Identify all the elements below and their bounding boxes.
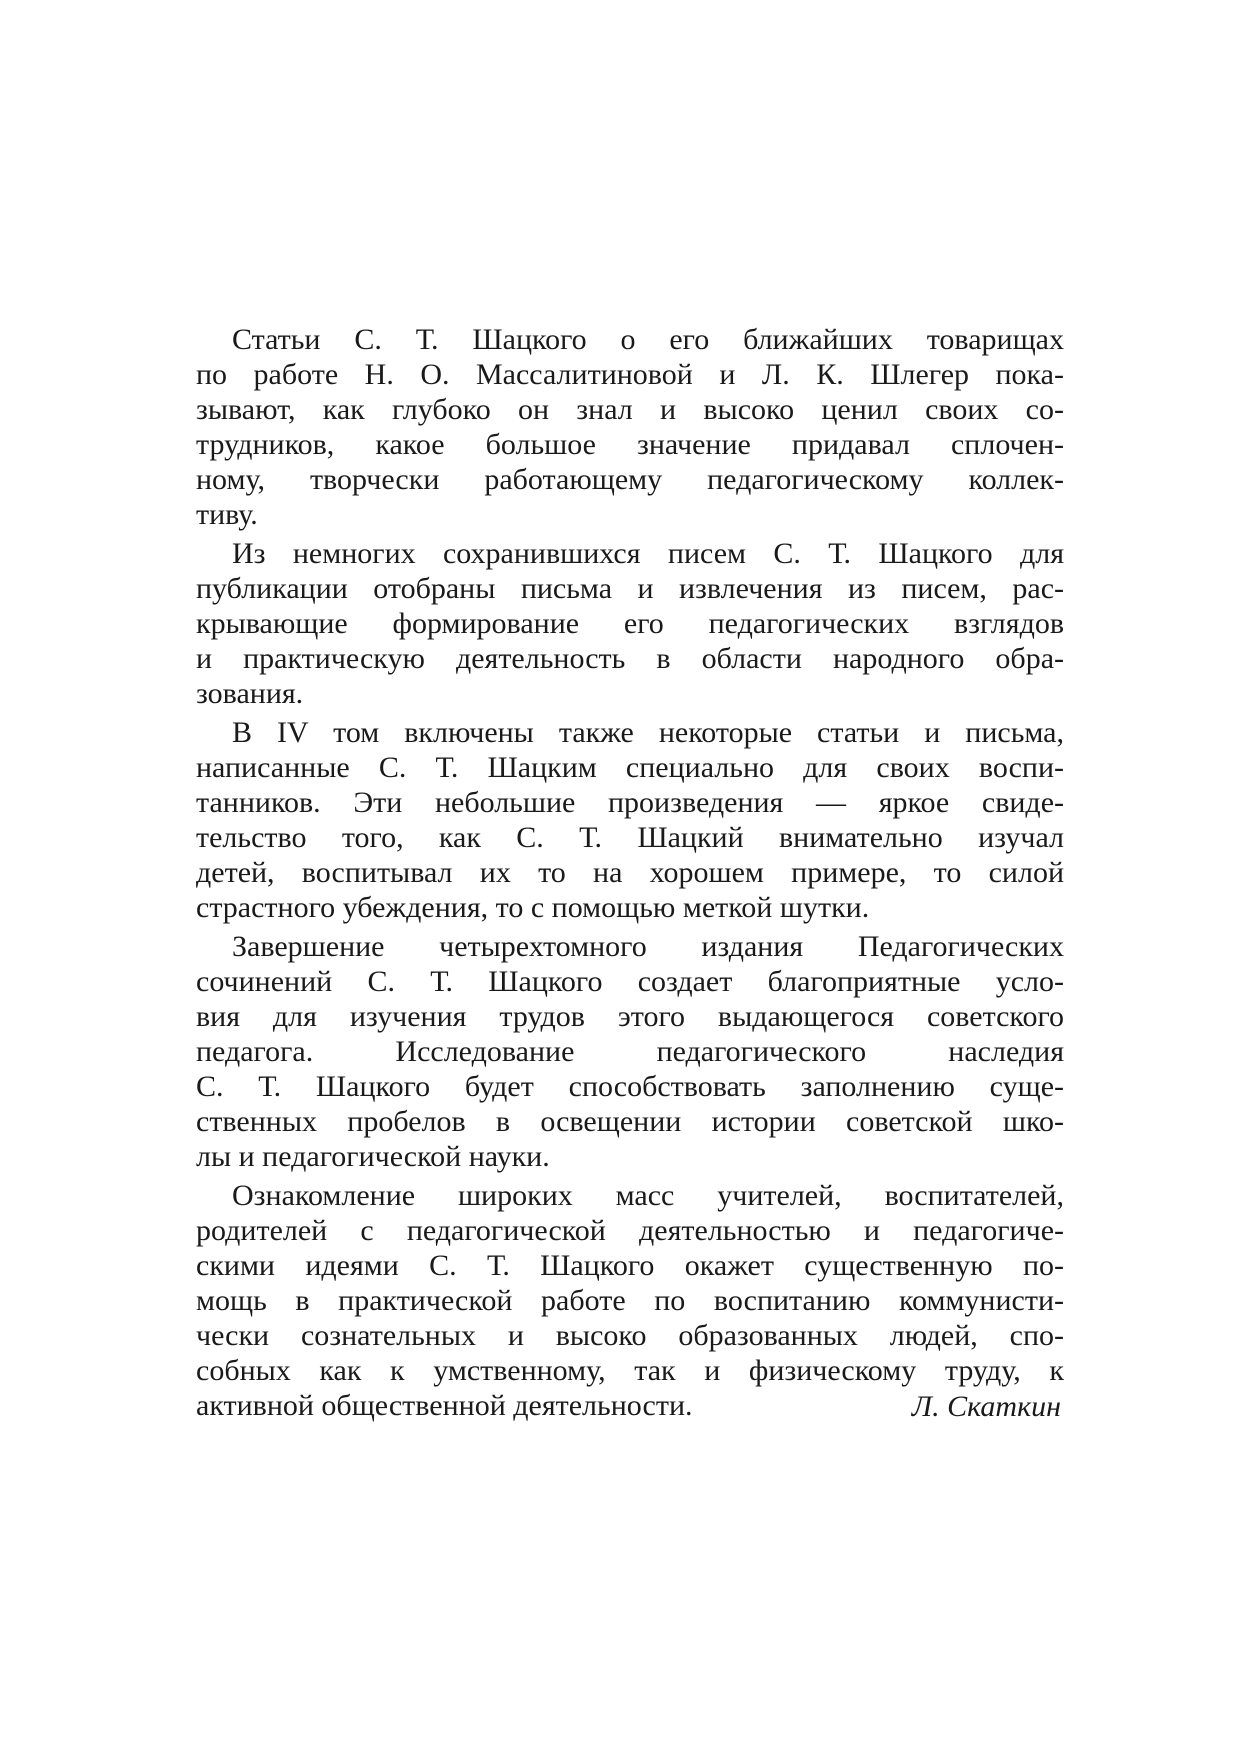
- text-line: Завершение четырехтомного издания Педагогических: [232, 930, 1064, 963]
- text-line: танников. Эти небольшие произведения — яркое свиде-: [196, 786, 1064, 819]
- paragraph-5: [196, 1178, 1064, 1423]
- body-text: [196, 322, 1064, 1427]
- paragraph-4: [196, 929, 1064, 1174]
- text-line: Ознакомление широких масс учителей, воспитателей,: [232, 1179, 1064, 1212]
- text-line: публикации отобраны письма и извлечения из писем, рас-: [196, 572, 1064, 605]
- text-line: вия для изучения трудов этого выдающегося советского: [196, 1000, 1064, 1033]
- text-line: собных как к умственному, так и физическому труду, к: [196, 1354, 1064, 1387]
- text-line: сочинений С. Т. Шацкого создает благоприятные усло-: [196, 965, 1064, 998]
- text-line: крывающие формирование его педагогических взглядов: [196, 607, 1064, 640]
- text-line: написанные С. Т. Шацким специально для своих воспи-: [196, 751, 1064, 784]
- text-line: В IV том включены также некоторые статьи и письма,: [232, 716, 1064, 749]
- paragraph-3: [196, 715, 1064, 925]
- text-line: Статьи С. Т. Шацкого о его ближайших товарищах: [232, 323, 1064, 356]
- text-line: тиву.: [196, 498, 258, 531]
- paragraph-2: [196, 536, 1064, 711]
- text-line: зования.: [196, 677, 304, 710]
- text-line: страстного убеждения, то с помощью меткой шутки.: [196, 891, 870, 924]
- text-line: детей, воспитывал их то на хорошем примере, то силой: [196, 856, 1064, 889]
- text-line: родителей с педагогической деятельностью и педагогиче-: [196, 1214, 1064, 1247]
- text-line: трудников, какое большое значение придавал сплочен-: [196, 428, 1064, 461]
- text-line: ному, творчески работающему педагогическому коллек-: [196, 463, 1064, 496]
- paragraph-1: [196, 322, 1064, 532]
- text-line: С. Т. Шацкого будет способствовать заполнению суще-: [196, 1070, 1064, 1103]
- text-line: скими идеями С. Т. Шацкого окажет существенную по-: [196, 1249, 1064, 1282]
- text-line: и практическую деятельность в области народного обра-: [196, 642, 1064, 675]
- text-line: педагога. Исследование педагогического наследия: [196, 1035, 1064, 1068]
- text-line: лы и педагогической науки.: [196, 1140, 550, 1173]
- text-line: по работе Н. О. Массалитиновой и Л. К. Шлегер пока-: [196, 358, 1064, 391]
- text-line: активной общественной деятельности.: [196, 1389, 693, 1422]
- text-line: ственных пробелов в освещении истории советской шко-: [196, 1105, 1064, 1138]
- text-line: тельство того, как С. Т. Шацкий внимательно изучал: [196, 821, 1064, 854]
- text-line: чески сознательных и высоко образованных людей, спо-: [196, 1319, 1064, 1352]
- text-line: зывают, как глубоко он знал и высоко ценил своих со-: [196, 393, 1064, 426]
- text-line: мощь в практической работе по воспитанию коммунисти-: [196, 1284, 1064, 1317]
- text-line: Из немногих сохранившихся писем С. Т. Шацкого для: [232, 537, 1064, 570]
- author-signature: Л. Скаткин: [911, 1390, 1061, 1423]
